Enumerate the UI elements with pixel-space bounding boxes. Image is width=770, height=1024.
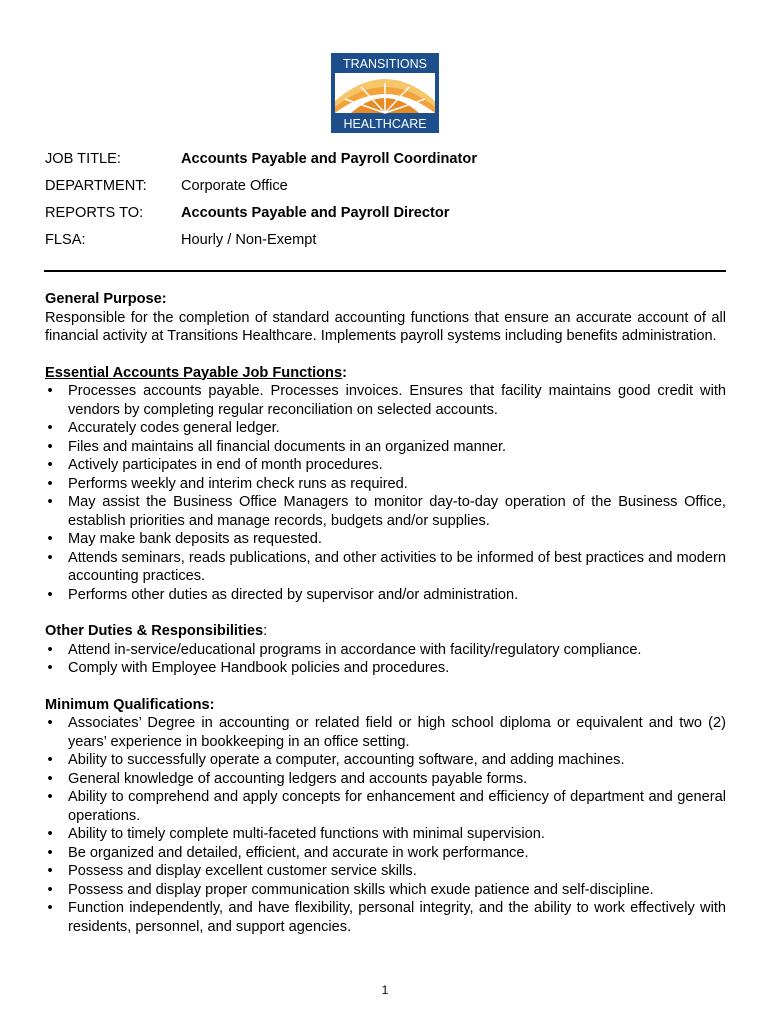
list-item-text: Processes accounts payable. Processes invoices. Ensures that facility maintains good credit with vendors by completing regular reconciliation on selected accounts.: [68, 383, 726, 418]
bullet-icon: •: [47, 586, 53, 603]
bullet-icon: •: [47, 900, 53, 916]
other-duties-section: [45, 622, 726, 678]
divider: [44, 270, 726, 272]
list-item: [45, 788, 726, 825]
section-heading-text: Other Duties & Responsibilities: [45, 623, 264, 639]
list-item: [45, 456, 726, 475]
list-item: [45, 770, 726, 789]
list-item: [45, 714, 726, 751]
meta-key: REPORTS TO:: [45, 205, 144, 221]
bullet-icon: •: [47, 752, 53, 768]
meta-value: Accounts Payable and Payroll Director: [181, 205, 450, 221]
bullet-icon: •: [47, 383, 53, 399]
general-purpose-text: Responsible for the completion of standard accounting functions that ensure an accurate account of all financial activity at Transitions Healthcare. Implements payroll systems including benefits administration.: [45, 309, 726, 344]
bullet-icon: •: [47, 770, 53, 787]
meta-row-flsa: [45, 231, 745, 258]
bullet-icon: •: [47, 641, 53, 658]
list-item-text: Ability to successfully operate a computer, accounting software, and adding machines.: [68, 752, 625, 768]
list-item: [45, 825, 726, 844]
logo-line-2: HEALTHCARE: [343, 117, 427, 131]
list-item-text: Possess and display proper communication skills which exude patience and self-discipline.: [68, 881, 654, 898]
list-item-text: Attend in-service/educational programs in accordance with facility/regulatory compliance.: [68, 641, 642, 658]
logo-line-1: TRANSITIONS: [342, 57, 428, 71]
heading-colon: :: [263, 623, 268, 639]
meta-key: JOB TITLE:: [45, 151, 121, 167]
meta-value: Corporate Office: [181, 178, 288, 194]
transitions-healthcare-logo: [331, 53, 439, 133]
bullet-icon: •: [47, 457, 53, 473]
list-item-text: Ability to comprehend and apply concepts for enhancement and efficiency of department and general operations.: [68, 789, 726, 824]
list-item: [45, 659, 726, 678]
list-item: [45, 751, 726, 770]
list-item-text: May make bank deposits as requested.: [68, 531, 322, 547]
list-item: [45, 641, 726, 660]
bullet-icon: •: [47, 494, 53, 510]
list-item: [45, 586, 726, 605]
list-item-text: Associates’ Degree in accounting or related field or high school diploma or equivalent and two (2) years’ experience in bookkeeping in an office setting.: [68, 715, 726, 750]
list-item: [45, 530, 726, 549]
list-item: [45, 493, 726, 530]
list-item: [45, 549, 726, 586]
list-item-text: May assist the Business Office Managers to monitor day-to-day operation of the Business Office, establish priorities and manage records, budgets and/or supplies.: [68, 494, 726, 529]
document-body: [45, 290, 726, 954]
meta-value: Hourly / Non-Exempt: [181, 232, 317, 248]
heading-colon: :: [342, 364, 347, 381]
bullet-icon: •: [47, 475, 53, 492]
meta-key: FLSA:: [45, 232, 86, 248]
list-item: [45, 899, 726, 936]
bullet-icon: •: [47, 826, 53, 842]
meta-row-job-title: [45, 150, 745, 177]
list-item-text: Comply with Employee Handbook policies and procedures.: [68, 660, 450, 676]
list-item-text: Performs weekly and interim check runs as required.: [68, 475, 408, 492]
list-item-text: Attends seminars, reads publications, and other activities to be informed of best practices and modern accounting practices.: [68, 549, 726, 584]
section-heading: [45, 364, 726, 383]
bullet-icon: •: [47, 881, 53, 898]
list-item: [45, 382, 726, 419]
list-item-text: Accurately codes general ledger.: [68, 420, 280, 436]
list-item-text: Actively participates in end of month procedures.: [68, 457, 383, 473]
list-item: [45, 438, 726, 457]
section-heading: [45, 622, 726, 641]
section-heading-text: Essential Accounts Payable Job Functions: [45, 364, 343, 381]
list-item: [45, 844, 726, 863]
meta-key: DEPARTMENT:: [45, 178, 147, 194]
list-item-text: Function independently, and have flexibility, personal integrity, and the ability to work effectively with residents, personnel, and support agencies.: [68, 900, 726, 935]
bullet-icon: •: [47, 863, 53, 879]
other-duties-list: [45, 641, 726, 678]
bullet-icon: •: [47, 549, 53, 566]
list-item: [45, 419, 726, 438]
qualifications-list: [45, 714, 726, 936]
bullet-icon: •: [47, 715, 53, 731]
section-heading: General Purpose:: [45, 291, 167, 307]
bullet-icon: •: [47, 660, 53, 676]
bullet-icon: •: [47, 438, 53, 455]
list-item-text: Files and maintains all financial documents in an organized manner.: [68, 438, 507, 455]
bullet-icon: •: [47, 420, 53, 436]
section-heading: Minimum Qualifications:: [45, 696, 215, 713]
essential-functions-section: [45, 364, 726, 605]
job-meta: [45, 150, 745, 258]
bullet-icon: •: [47, 531, 53, 547]
meta-row-department: [45, 177, 745, 204]
list-item-text: Performs other duties as directed by supervisor and/or administration.: [68, 586, 519, 603]
general-purpose-section: [45, 290, 726, 346]
list-item-text: Be organized and detailed, efficient, and accurate in work performance.: [68, 844, 529, 861]
list-item: [45, 881, 726, 900]
list-item-text: Ability to timely complete multi-faceted functions with minimal supervision.: [68, 826, 545, 842]
essential-functions-list: [45, 382, 726, 604]
qualifications-section: [45, 696, 726, 937]
bullet-icon: •: [47, 789, 53, 805]
list-item-text: General knowledge of accounting ledgers and accounts payable forms.: [68, 770, 528, 787]
meta-value: Accounts Payable and Payroll Coordinator: [181, 151, 477, 167]
list-item: [45, 862, 726, 881]
bullet-icon: •: [47, 844, 53, 861]
page-number: 1: [381, 983, 389, 997]
meta-row-reports-to: [45, 204, 745, 231]
list-item: [45, 475, 726, 494]
list-item-text: Possess and display excellent customer service skills.: [68, 863, 417, 879]
